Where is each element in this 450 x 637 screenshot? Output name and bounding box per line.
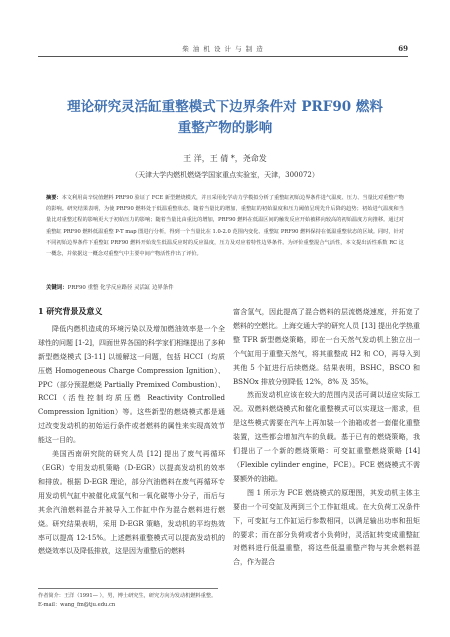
right-column xyxy=(233,306,420,570)
paragraph-1: 降低内燃机造成的环境污染以及增加燃油效率是一个全球性的问题 [1-2]，四面世界各国的科学家们相继提出了多种新型燃烧模式 [3-11] 以缓解这一问题，包括 HCCI（均质压燃 Homogeneous Charge Compression Ignition）、PPC（部分预混燃烧 Partially Premixed Combustion）、RCCI（活性控制均质压燃 Reactivity Controlled Compression Ignition）等。这些新型的燃烧模式都是通过改变发动机的初始运行条件或者燃料的属性来实现高效节能这一目的。 xyxy=(38,324,225,445)
paragraph-4: 然而发动机应该在较大的范围内灵活可调以适应实际工况。双燃料燃烧模式和催化重整模式可以实现这一需求，但是这些模式需要在汽车上再加装一个油箱或者一套催化重整装置，这些都会增加汽车的负载。基于已有的燃烧策略，我们提出了一个新的燃烧策略：可变缸重整燃烧策略 [14]（Flexible cylinder engine，FCE）。FCE 燃烧模式不需要额外的油箱。 xyxy=(233,391,420,483)
footnote-bio: 作者简介：王洋（1991— ），男，博士研究生，研究方向为发动机燃料重整。 xyxy=(38,593,217,599)
running-header xyxy=(38,40,408,57)
title-line-2: 重整产物的影响 xyxy=(177,120,273,136)
title-line-1: 理论研究灵活缸重整模式下边界条件对 PRF90 燃料 xyxy=(67,99,383,115)
author-list: 王 洋，王 倩 *，尧命发 xyxy=(183,154,267,163)
keywords xyxy=(46,283,404,291)
keywords-label: 关键词： xyxy=(46,285,68,291)
paragraph-5: 图 1 所示为 FCE 燃烧模式的原理图，其发动机主体主要由一个可变缸及两到三个工作缸组成。在大负荷工况条件下，可变缸与工作缸运行参数相同，以满足输出功率和扭矩的要求；而在部分负荷或者小负荷时，灵活缸转变成重整缸对燃料进行低温重整，将这些低温重整产物与其余燃料混合，作为混合 xyxy=(233,488,420,567)
abstract xyxy=(46,193,404,260)
paragraph-3: 富含氢气，因此提高了混合燃料的层流燃烧速度，并拓宽了燃料的空燃比。上海交通大学的研究人员 [13] 提出化学热重整 TFR 新型燃烧策略，即在一台天然气发动机上独立出一个气缸用于重整天然气，将其重整成 H2 和 CO，再导入到其他 5 个缸进行后续燃烧。结果表明，BSHC，BSCO 和 BSNOx 排放分别降低 12%，8% 及 35%。 xyxy=(233,308,420,386)
affiliation: （天津大学内燃机燃烧学国家重点实验室，天津，300072） xyxy=(131,171,319,179)
section-heading: 1 研究背景及意义 xyxy=(38,306,103,316)
abstract-label: 摘要： xyxy=(46,195,62,201)
footnote-email: E-mail：wang_fm@tju.edu.cn xyxy=(38,602,116,608)
journal-name: 柴 油 机 设 计 与 制 造 xyxy=(182,45,264,53)
paragraph-2: 美国西南研究院的研究人员 [12] 提出了废气再循环（EGR）专用发动机策略（D-EGR）以提高发动机的效率和排放。根据 D-EGR 理论，部分汽油燃料在废气再循环专用发动机气缸中被催化成氢气和一氧化碳等小分子，而后与其余汽油燃料混合并被导入工作缸中作为混合燃料进行燃烧。研究结果表明，采用 D-EGR 策略，发动机的平均热效率可以提高 12-15%。上述燃料重整模式可以提高发动机的燃烧效率以及降低排放，这是因为重整后的燃料 xyxy=(38,450,225,556)
paper-title xyxy=(40,97,410,139)
left-column xyxy=(38,305,225,559)
author-footnote xyxy=(38,588,218,610)
keywords-text: PRF90 重整 化学反应路径 灵活缸 边界条件 xyxy=(67,285,174,291)
abstract-text: 本文利用高辛烷值燃料 PRF90 验证了 FCE 新型燃烧模式，并且采用化学动力学模拟分析了重整缸初始边界条件进气温度、压力、当量比对重整产物的影响。研究结果表明，为使 PRF90 燃料处于低温重整状态，随着当量比的增加，重整缸的初始温度和压力阈值呈现先升后降的趋势；初始进气温度和当量比对重整过程的影响更大于初始压力的影响；随着当量比由重比的增加，PRF90 燃料在低温区间的触发反应开始被移向较高的初始温度方向推移。通过对重整缸 PRF90 燃料低温重整 P-T map 图进行分析，得到一个当量比在 1.0-2.0 范围内变化、重整缸 PRF90 燃料保持在低温重整状态的区域。同时，针对不同初始边界条件下重整缸 PRF90 燃料开始发生低温反应时的反应温度，压力及对应着特性边界条件。为评价重整混合气活性，本文提出活性系数 RC 这一概念，并依据这一概念对重整气中主要中间产物活性作出了评价。 xyxy=(46,195,404,258)
page-number: 69 xyxy=(398,44,408,53)
